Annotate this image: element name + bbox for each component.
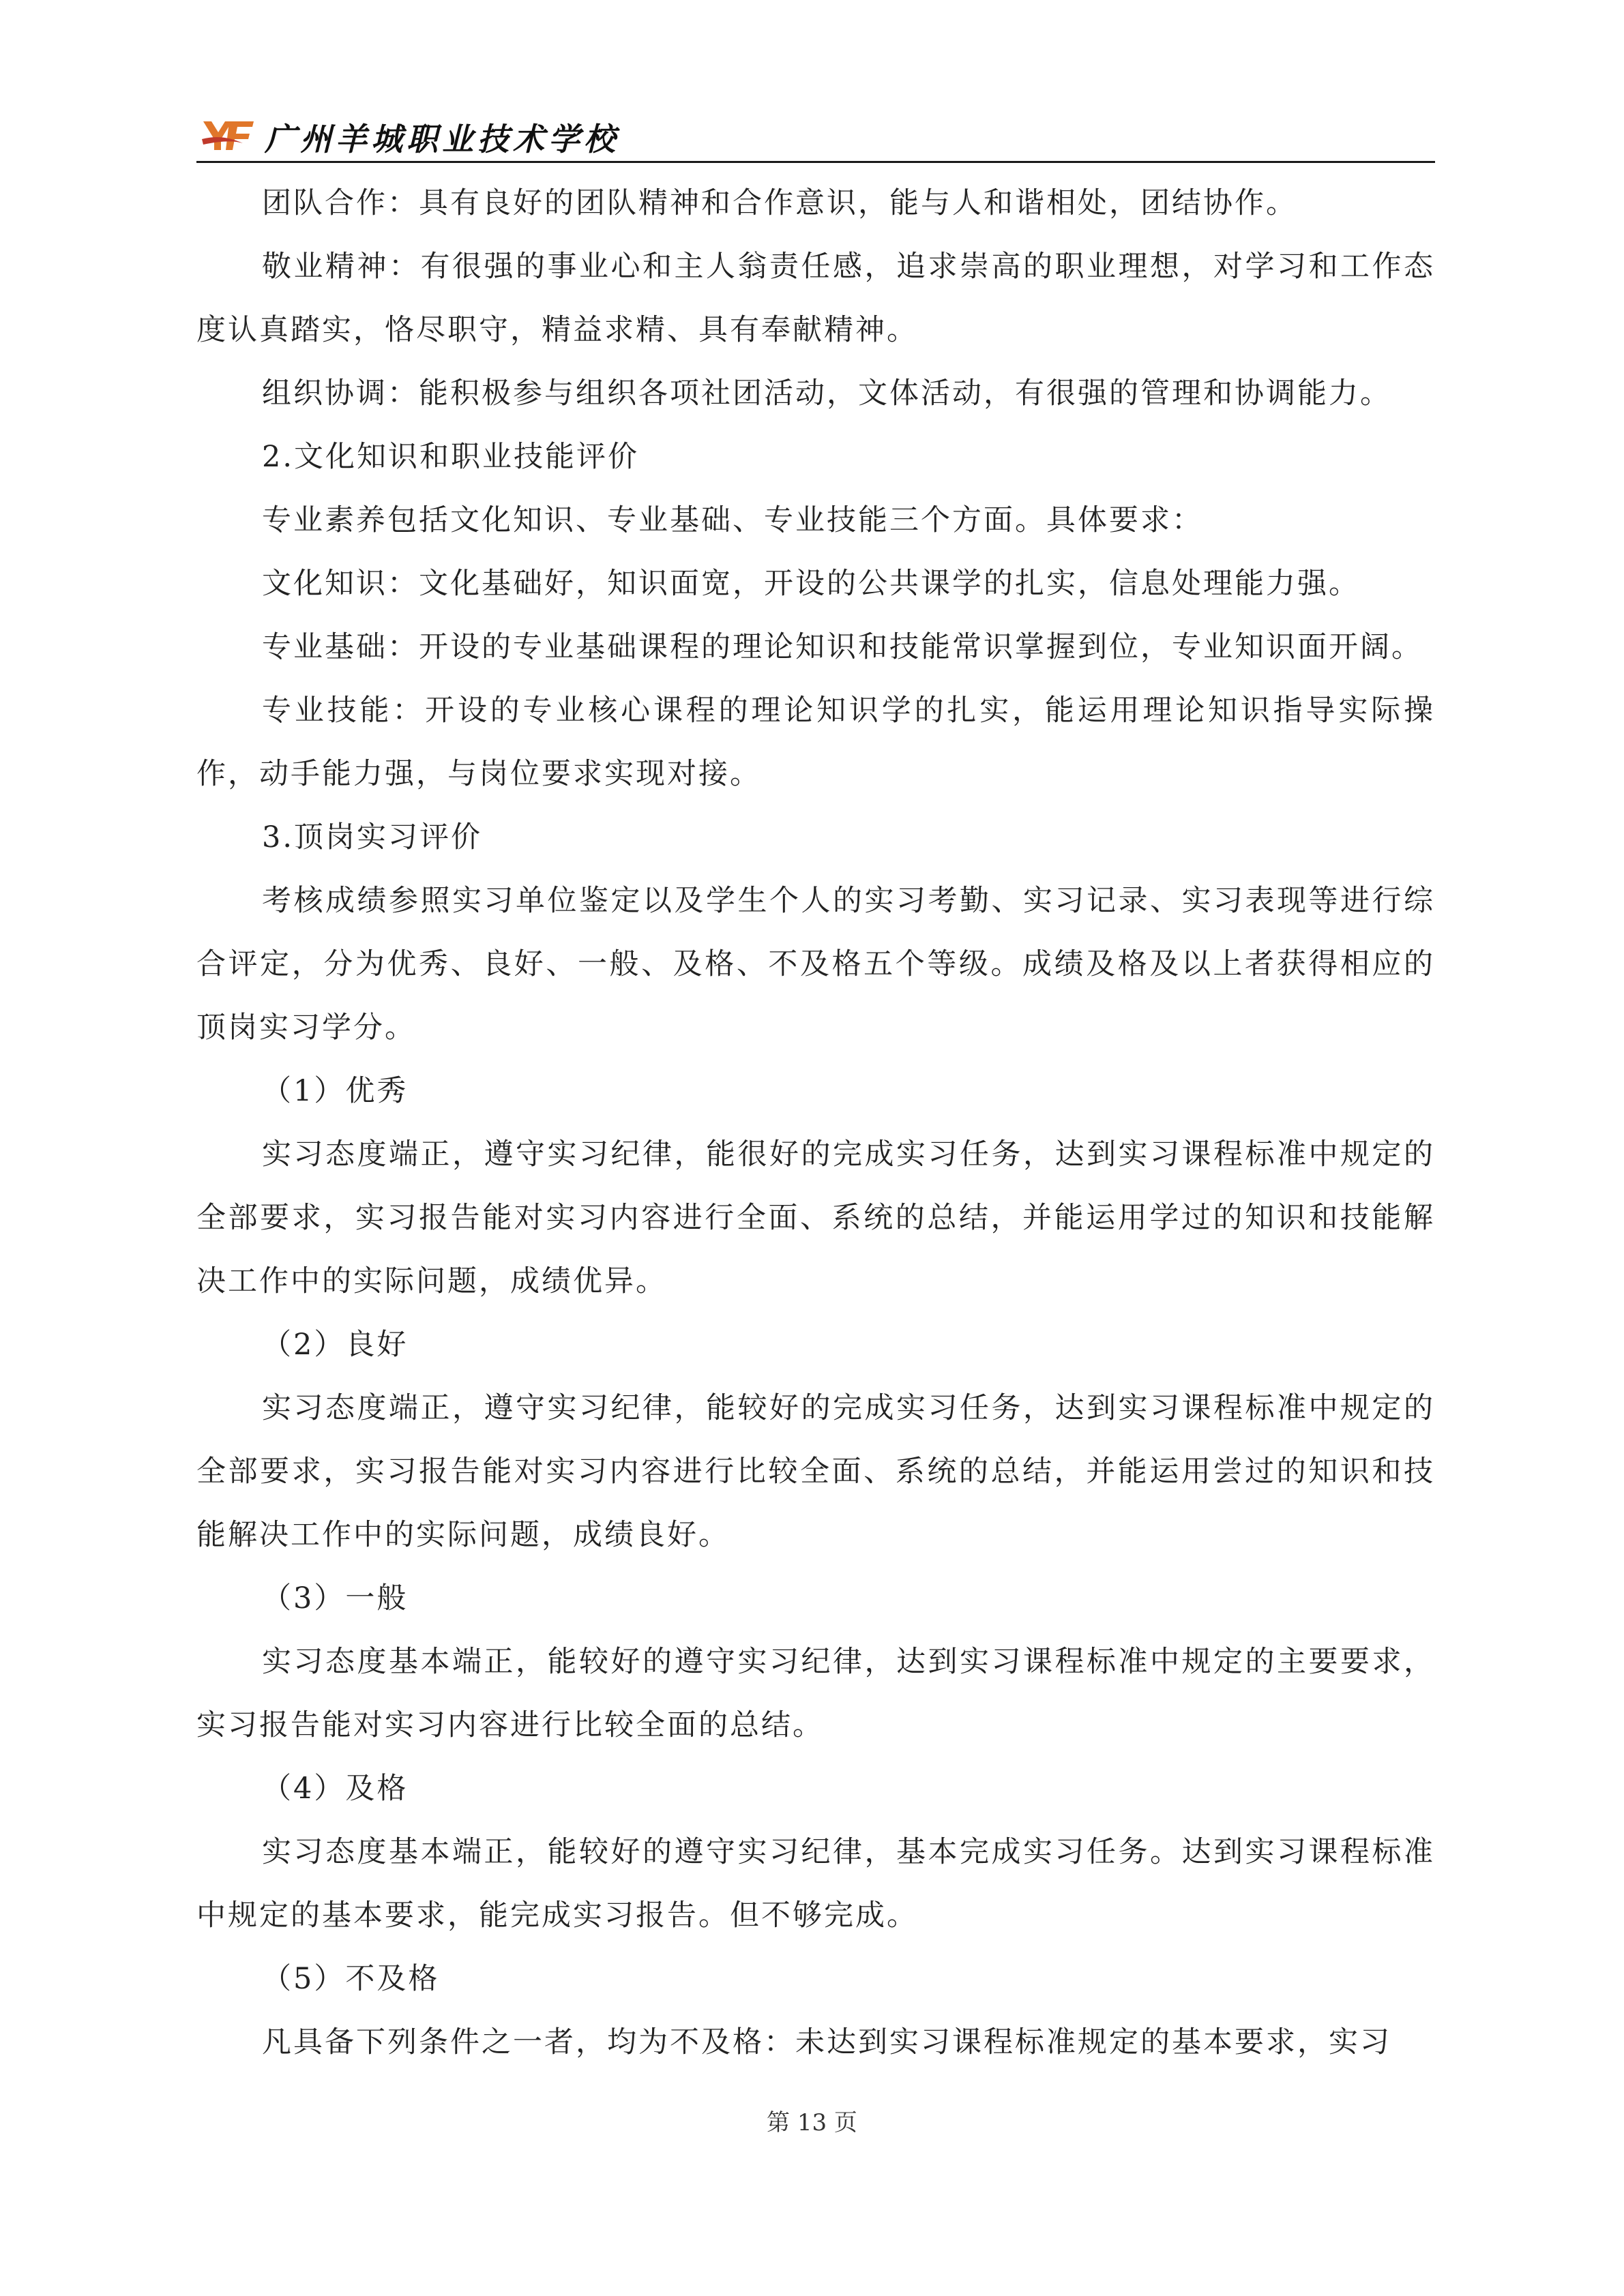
- section-heading-2: 2.文化知识和职业技能评价: [262, 440, 640, 474]
- paragraph-excellent: 实习态度端正，遵守实习纪律，能很好的完成实习任务，达到实习课程标准中规定的全部要求，实习报告能对实习内容进行全面、系统的总结，并能运用学过的知识和技能解决工作中的实际问题，成绩优异。: [196, 1137, 1435, 1298]
- paragraph-pass: 实习态度基本端正，能较好的遵守实习纪律，基本完成实习任务。达到实习课程标准中规定的基本要求，能完成实习报告。但不够完成。: [196, 1835, 1435, 1933]
- paragraph-dedication: 敬业精神：有很强的事业心和主人翁责任感，追求崇高的职业理想，对学习和工作态度认真踏实，恪尽职守，精益求精、具有奉献精神。: [196, 250, 1435, 347]
- paragraph-professional-qualities: 专业素养包括文化知识、专业基础、专业技能三个方面。具体要求：: [262, 503, 1203, 537]
- school-name: 广州羊城职业技术学校: [265, 121, 619, 158]
- paragraph-professional-foundation: 专业基础：开设的专业基础课程的理论知识和技能常识掌握到位，专业知识面开阔。: [262, 630, 1423, 664]
- grade-heading-average: （3）一般: [262, 1581, 409, 1615]
- page-header: [196, 109, 1435, 163]
- document-body: [196, 172, 1435, 2074]
- paragraph-coordination: 组织协调：能积极参与组织各项社团活动，文体活动，有很强的管理和协调能力。: [262, 376, 1391, 411]
- paragraph-fail: 凡具备下列条件之一者，均为不及格：未达到实习课程标准规定的基本要求，实习: [262, 2025, 1391, 2059]
- paragraph-assessment: 考核成绩参照实习单位鉴定以及学生个人的实习考勤、实习记录、实习表现等进行综合评定，分为优秀、良好、一般、及格、不及格五个等级。成绩及格及以上者获得相应的顶岗实习学分。: [196, 884, 1435, 1045]
- page-number: 第 13 页: [767, 2109, 857, 2136]
- paragraph-average: 实习态度基本端正，能较好的遵守实习纪律，达到实习课程标准中规定的主要要求，实习报告能对实习内容进行比较全面的总结。: [196, 1645, 1435, 1742]
- grade-heading-excellent: （1）优秀: [262, 1074, 409, 1108]
- paragraph-good: 实习态度端正，遵守实习纪律，能较好的完成实习任务，达到实习课程标准中规定的全部要求，实习报告能对实习内容进行比较全面、系统的总结，并能运用尝过的知识和技能解决工作中的实际问题，成绩良好。: [196, 1391, 1435, 1552]
- grade-heading-fail: （5）不及格: [262, 1962, 440, 1996]
- grade-heading-good: （2）良好: [262, 1328, 409, 1362]
- paragraph-teamwork: 团队合作：具有良好的团队精神和合作意识，能与人和谐相处，团结协作。: [262, 186, 1297, 220]
- paragraph-cultural-knowledge: 文化知识：文化基础好，知识面宽，开设的公共课学的扎实，信息处理能力强。: [262, 567, 1360, 601]
- grade-heading-pass: （4）及格: [262, 1772, 409, 1806]
- school-logo-icon: [202, 119, 255, 153]
- paragraph-professional-skills: 专业技能：开设的专业核心课程的理论知识学的扎实，能运用理论知识指导实际操作，动手能力强，与岗位要求实现对接。: [196, 694, 1435, 791]
- section-heading-3: 3.顶岗实习评价: [262, 820, 483, 854]
